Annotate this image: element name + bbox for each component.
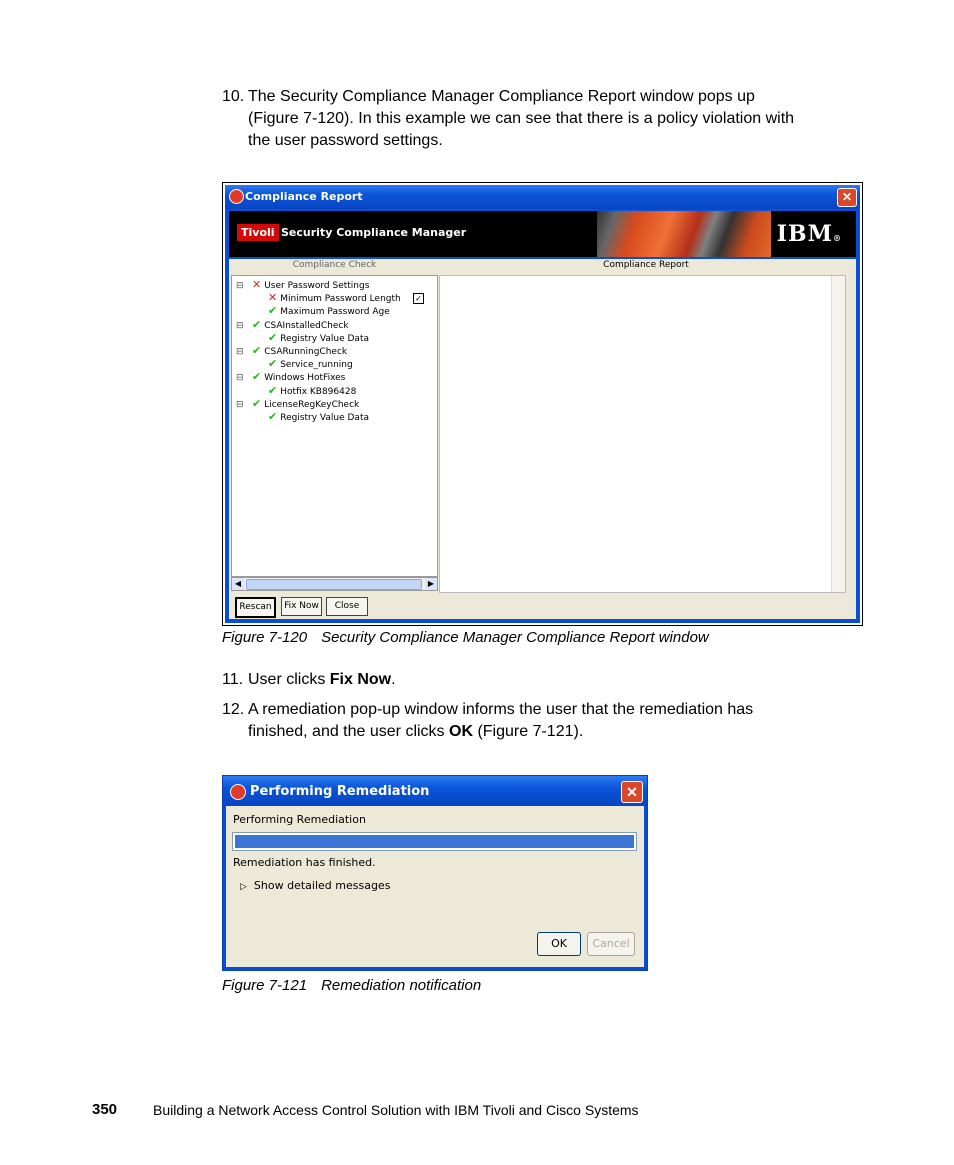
tree-item-label: Registry Value Data <box>280 413 369 423</box>
collapse-icon[interactable]: ⊟ <box>236 281 244 291</box>
step-text-bold: Fix Now <box>329 671 392 688</box>
caption-text: Remediation notification <box>321 977 482 994</box>
tree-item[interactable] <box>268 331 369 344</box>
report-pane <box>439 275 846 593</box>
tree-item-label: User Password Settings <box>264 281 370 291</box>
collapse-icon[interactable]: ⊟ <box>236 320 244 331</box>
title-bar[interactable] <box>225 185 860 209</box>
tree-item[interactable] <box>268 291 401 304</box>
book-title: Building a Network Access Control Solution with IBM Tivoli and Cisco Systems <box>153 1102 639 1118</box>
tree-item[interactable] <box>268 384 356 397</box>
scroll-left-icon[interactable]: ◀ <box>232 578 244 590</box>
compliance-check-header[interactable]: Compliance Check <box>292 260 377 270</box>
step-number: 11. <box>222 671 244 688</box>
tree-item[interactable] <box>236 397 359 410</box>
tree-item-label: Service_running <box>280 360 353 371</box>
step-number: 10. <box>222 88 245 105</box>
details-toggle-label: Show detailed messages <box>253 879 391 892</box>
step-text-line: The Security Compliance Manager Compliance Report window pops up <box>248 88 755 105</box>
step-text-line: A remediation pop-up window informs the user that the remediation has <box>248 701 754 718</box>
close-icon[interactable]: ✕ <box>621 781 643 803</box>
window-title: Compliance Report <box>245 190 363 203</box>
tree-item-label: Windows HotFixes <box>264 373 346 384</box>
compliance-report-window <box>222 182 863 626</box>
step-text-part: User clicks <box>248 671 330 688</box>
lock-icon <box>229 189 244 204</box>
product-banner <box>229 211 856 257</box>
tree-item-label: Maximum Password Age <box>280 307 390 318</box>
tree-item[interactable] <box>236 278 369 291</box>
tree-item-label: CSAInstalledCheck <box>264 320 349 331</box>
status-text: Remediation has finished. <box>233 856 376 869</box>
collapse-icon[interactable]: ⊟ <box>236 347 244 357</box>
caption-label: Figure 7-120 <box>222 629 308 646</box>
title-bar[interactable] <box>223 776 647 806</box>
step-text-line <box>248 721 583 743</box>
step-12 <box>222 699 882 743</box>
expand-triangle-icon[interactable]: ▷ <box>240 882 247 892</box>
close-icon[interactable]: ✕ <box>837 188 857 207</box>
tree-item[interactable] <box>236 318 349 331</box>
tree-item-label: Registry Value Data <box>280 333 369 344</box>
pass-check-icon: ✔ <box>252 317 262 331</box>
step-text-line: (Figure 7-120). In this example we can see that there is a policy violation with <box>248 110 795 127</box>
step-10 <box>222 86 882 152</box>
tree-item[interactable] <box>268 410 369 423</box>
progress-bar <box>232 832 637 851</box>
tree-item[interactable] <box>268 357 353 370</box>
window-client <box>229 259 856 619</box>
step-number: 12. <box>222 701 245 718</box>
fail-x-icon: ✕ <box>252 278 262 291</box>
tree-item[interactable] <box>236 370 345 383</box>
remediation-heading: Performing Remediation <box>233 813 366 826</box>
step-text <box>248 669 396 691</box>
pass-check-icon: ✔ <box>268 383 278 397</box>
tree-item[interactable] <box>236 344 347 357</box>
tree-item-label: LicenseRegKeyCheck <box>264 399 360 410</box>
tree-item-label: CSARunningCheck <box>264 347 348 357</box>
figure-caption <box>222 977 481 994</box>
registered-mark: ® <box>833 233 842 243</box>
pass-check-icon: ✔ <box>252 344 262 357</box>
page-number: 350 <box>92 1101 118 1118</box>
vertical-scrollbar[interactable] <box>831 276 845 592</box>
close-button[interactable]: Close <box>326 597 368 616</box>
lock-icon <box>230 784 246 800</box>
figure-caption <box>222 629 709 646</box>
collapse-icon[interactable]: ⊟ <box>236 373 244 384</box>
window-title: Performing Remediation <box>250 784 430 799</box>
step-text-part: finished, and the user clicks <box>248 723 449 740</box>
window-client <box>226 806 644 967</box>
tivoli-badge: Tivoli <box>237 224 279 241</box>
horizontal-scrollbar[interactable] <box>231 577 438 591</box>
ibm-logo-text: IBM <box>776 221 833 247</box>
step-text-bold: OK <box>449 723 473 740</box>
caption-label: Figure 7-121 <box>222 977 308 994</box>
step-11 <box>222 669 882 691</box>
scroll-right-icon[interactable]: ▶ <box>425 578 437 590</box>
tree-item-label: Hotfix KB896428 <box>280 386 357 397</box>
caption-text: Security Compliance Manager Compliance Report window <box>321 629 709 646</box>
collapse-icon[interactable]: ⊟ <box>236 399 244 410</box>
pass-check-icon: ✔ <box>268 410 278 423</box>
ibm-logo <box>777 221 842 247</box>
tree-item-label: Minimum Password Length <box>280 294 401 305</box>
tree-item[interactable] <box>268 304 390 317</box>
compliance-tree[interactable] <box>231 275 438 577</box>
ok-button[interactable]: OK <box>537 932 581 956</box>
pass-check-icon: ✔ <box>252 370 262 384</box>
compliance-report-header: Compliance Report <box>603 260 689 270</box>
remediation-window <box>222 775 648 971</box>
fix-now-button[interactable]: Fix Now <box>281 597 322 616</box>
banner-photo <box>597 211 771 257</box>
step-text-part: (Figure 7-121). <box>473 723 584 740</box>
rescan-button[interactable]: Rescan <box>235 597 276 618</box>
selected-checkbox[interactable]: ✓ <box>413 293 424 304</box>
pass-check-icon: ✔ <box>268 304 278 318</box>
step-text-line: the user password settings. <box>248 132 443 149</box>
step-text-part: . <box>391 671 396 688</box>
details-toggle[interactable] <box>240 879 390 892</box>
cancel-button[interactable]: Cancel <box>587 932 635 956</box>
pass-check-icon: ✔ <box>252 396 262 410</box>
pass-check-icon: ✔ <box>268 357 278 371</box>
progress-fill <box>235 835 634 848</box>
scroll-thumb[interactable] <box>246 579 422 590</box>
product-name: Security Compliance Manager <box>281 226 467 239</box>
pass-check-icon: ✔ <box>268 330 278 344</box>
fail-x-icon: ✕ <box>268 291 278 305</box>
